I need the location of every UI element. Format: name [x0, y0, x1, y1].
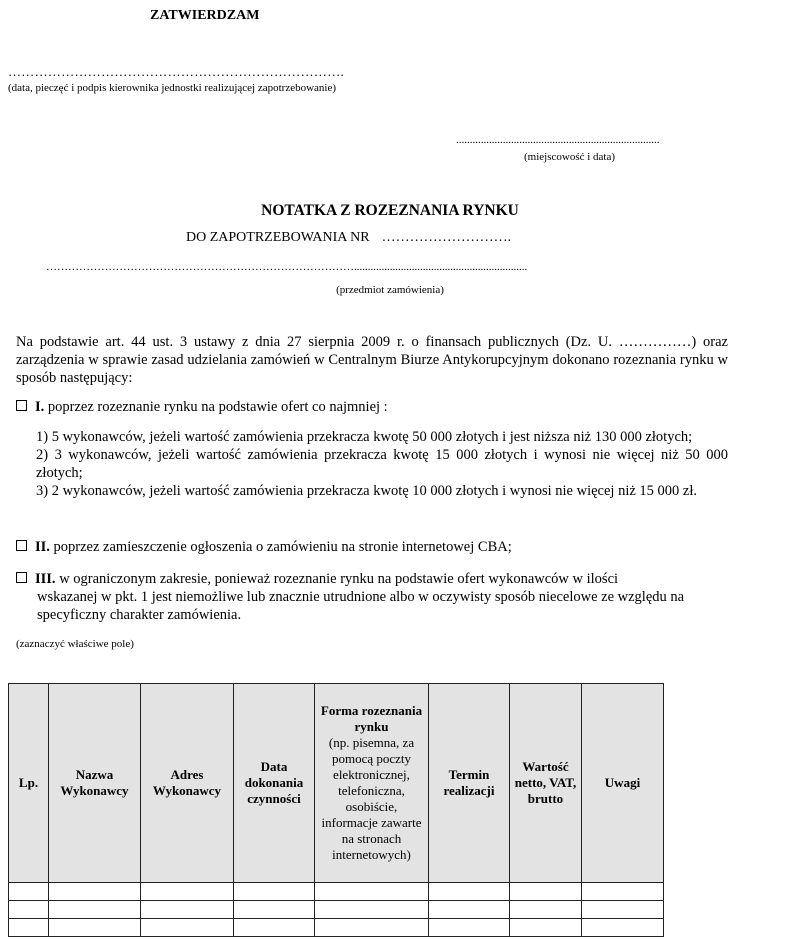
selection-note: (zaznaczyć właściwe pole) [16, 638, 134, 650]
table-row [9, 901, 664, 919]
option-1 [16, 398, 388, 416]
option-3 [16, 570, 706, 624]
signature-caption: (data, pieczęć i podpis kierownika jednostki realizującej zapotrzebowanie) [8, 82, 337, 94]
table-cell[interactable] [49, 901, 141, 919]
subject-line: …………………………………………………………………………............................................................... [46, 261, 528, 273]
table-cell[interactable] [141, 919, 234, 937]
signature-line: …………………………………………………………………. [8, 64, 345, 79]
place-date-line: .......................................................................... [456, 134, 660, 146]
header-form [315, 684, 429, 883]
table-cell[interactable] [141, 883, 234, 901]
option-2 [16, 538, 512, 556]
table-cell[interactable] [510, 919, 582, 937]
table-cell[interactable] [429, 883, 510, 901]
offers-table [8, 683, 664, 937]
header-lp: Lp. [9, 684, 49, 883]
approve-heading: ZATWIERDZAM [150, 8, 260, 23]
header-form-note: (np. pisemna, za pomocą poczty elektronicznej, telefoniczna, osobiście, informacje zawarte na stronach internetowych) [321, 735, 422, 862]
header-notes: Uwagi [582, 684, 664, 883]
header-name: Nazwa Wykonawcy [49, 684, 141, 883]
place-date-caption: (miejscowość i data) [524, 151, 616, 163]
table-cell[interactable] [315, 919, 429, 937]
header-term: Termin realizacji [429, 684, 510, 883]
option-1-text: poprzez rozeznanie rynku na podstawie ofert co najmniej : [44, 399, 388, 415]
table-cell[interactable] [234, 901, 315, 919]
intro-paragraph: Na podstawie art. 44 ust. 3 ustawy z dnia 27 sierpnia 2009 r. o finansach publicznych (Dz. U. ……………) oraz zarządzenia w sprawie zasad udzielania zamówień w Centralnym Biurze Antykorupcyjnym dokonano rozeznania rynku w sposób następujący: [16, 334, 728, 386]
list-item: 2) 3 wykonawców, jeżeli wartość zamówienia przekracza kwotę 15 000 złotych i wynosi nie więcej niż 50 000 złotych; [36, 447, 728, 481]
table-row [9, 883, 664, 901]
document-title: NOTATKA Z ROZEZNANIA RYNKU [261, 202, 519, 219]
table-cell[interactable] [582, 883, 664, 901]
option-3-number: III. [35, 571, 56, 587]
header-date: Data dokonania czynności [234, 684, 315, 883]
table-cell[interactable] [49, 919, 141, 937]
list-item: 3) 2 wykonawców, jeżeli wartość zamówienia przekracza kwotę 10 000 złotych i wynosi nie więcej niż 15 000 zł. [36, 483, 697, 499]
table-cell[interactable] [49, 883, 141, 901]
table-cell[interactable] [315, 901, 429, 919]
table-cell[interactable] [429, 919, 510, 937]
table-header-row [9, 684, 664, 883]
option-3-text: w ograniczonym zakresie, ponieważ rozeznanie rynku na podstawie ofert wykonawców w ilości [55, 571, 619, 587]
checkbox-option-1[interactable] [16, 400, 27, 411]
table-cell[interactable] [234, 919, 315, 937]
list-item: 1) 5 wykonawców, jeżeli wartość zamówienia przekracza kwotę 50 000 złotych i jest niższa niż 130 000 złotych; [36, 429, 693, 445]
table-cell[interactable] [9, 901, 49, 919]
table-cell[interactable] [582, 901, 664, 919]
table-cell[interactable] [510, 901, 582, 919]
request-number-label: DO ZAPOTRZEBOWANIA NR [186, 230, 370, 245]
option-1-number: I. [35, 399, 45, 415]
option-2-text: poprzez zamieszczenie ogłoszenia o zamówieniu na stronie internetowej CBA; [49, 539, 512, 555]
header-address: Adres Wykonawcy [141, 684, 234, 883]
subject-caption: (przedmiot zamówienia) [336, 284, 444, 296]
option-3-continuation: wskazanej w pkt. 1 jest niemożliwe lub znacznie utrudnione albo w oczywisty sposób niecelowe ze względu na specyficzny charakter zamówienia. [37, 589, 685, 623]
option-2-number: II. [35, 539, 50, 555]
header-value: Wartość netto, VAT, brutto [510, 684, 582, 883]
table-cell[interactable] [234, 883, 315, 901]
checkbox-option-3[interactable] [16, 572, 27, 583]
table-cell[interactable] [429, 901, 510, 919]
table-cell[interactable] [141, 901, 234, 919]
table-cell[interactable] [9, 919, 49, 937]
table-cell[interactable] [510, 883, 582, 901]
table-row [9, 919, 664, 937]
table-cell[interactable] [582, 919, 664, 937]
table-cell[interactable] [315, 883, 429, 901]
request-number-dots: ………………………. [381, 230, 512, 245]
table-cell[interactable] [9, 883, 49, 901]
threshold-list [36, 428, 728, 500]
checkbox-option-2[interactable] [16, 540, 27, 551]
request-number-line [186, 230, 511, 246]
header-form-title: Forma rozeznania rynku [320, 703, 423, 734]
